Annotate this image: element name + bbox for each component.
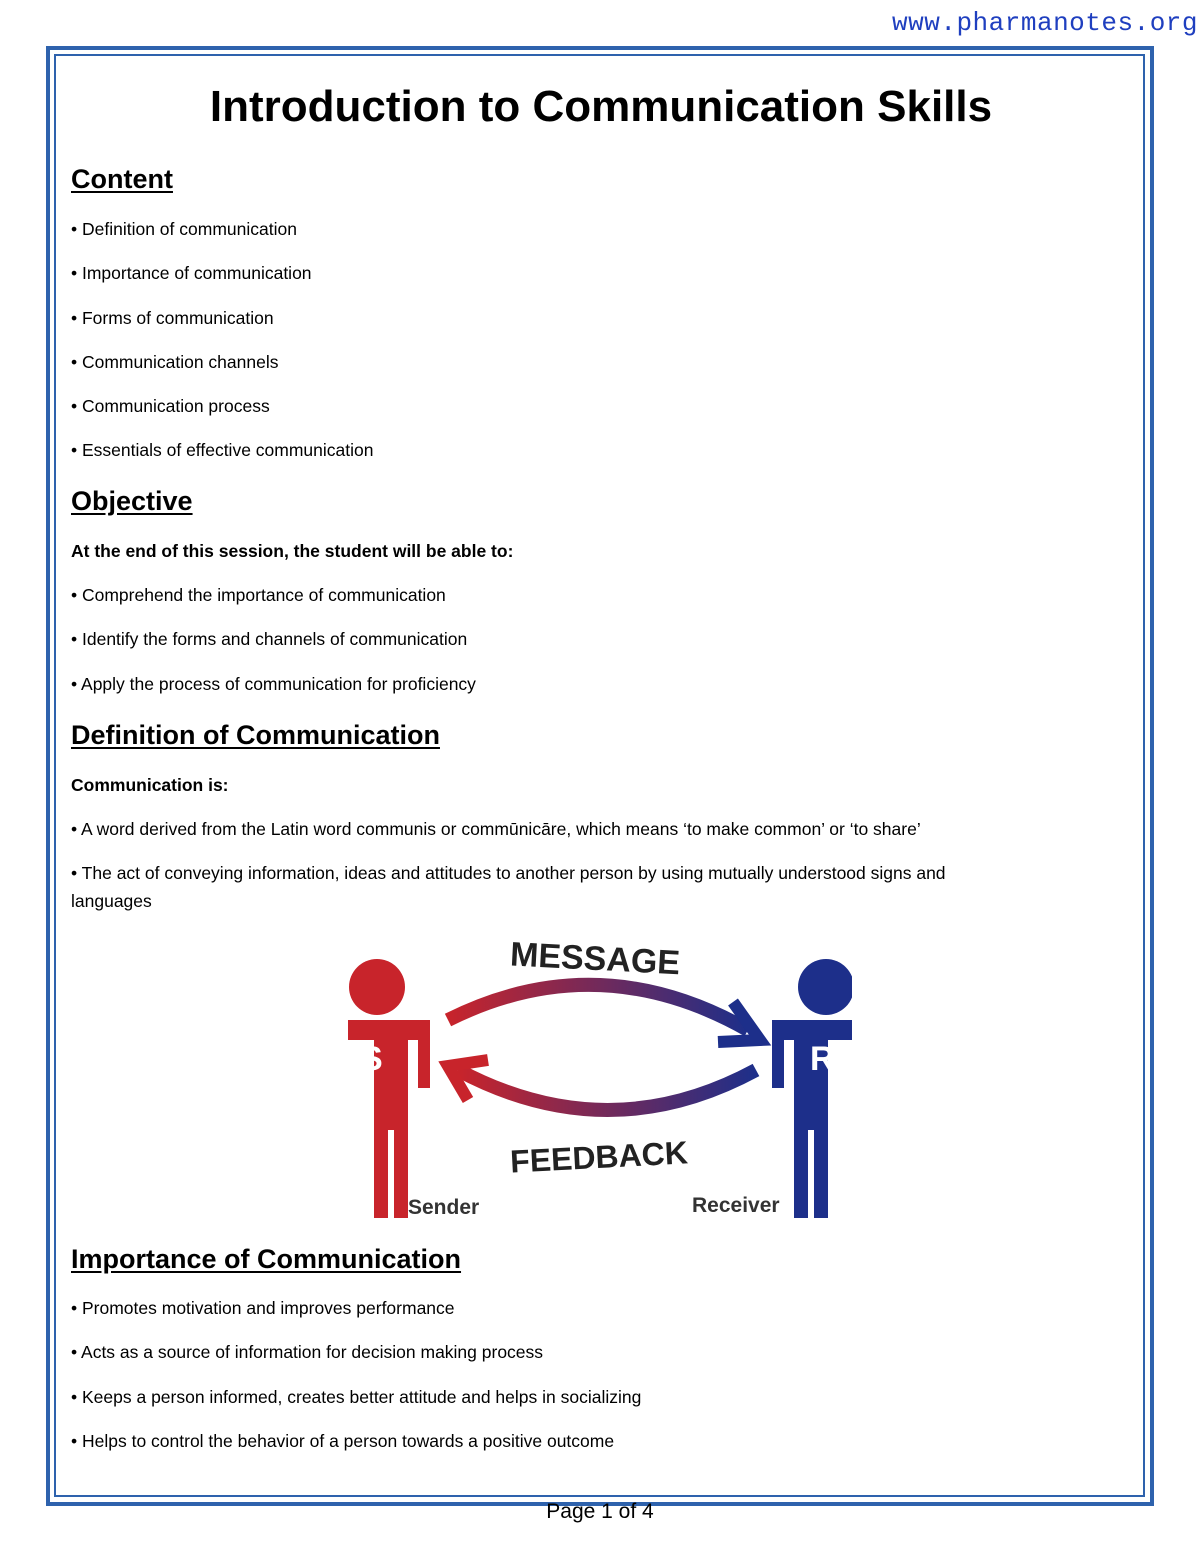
importance-item: • Helps to control the behavior of a person towards a positive outcome — [71, 1431, 615, 1451]
sender-head — [349, 959, 405, 1015]
importance-item: • Keeps a person informed, creates better attitude and helps in socializing — [71, 1387, 642, 1407]
sender-letter: S — [360, 1040, 383, 1078]
feedback-arrow — [458, 1070, 756, 1110]
importance-heading: Importance of Communication — [71, 1244, 462, 1274]
content-item: • Communication channels — [71, 352, 279, 372]
objective-item: • Comprehend the importance of communication — [71, 585, 446, 605]
sender-figure — [348, 959, 430, 1218]
sender-label: Sender — [408, 1196, 480, 1219]
feedback-label: FEEDBACK — [509, 1134, 689, 1180]
page-title: Introduction to Communication Skills — [209, 82, 993, 131]
definition-item: • The act of conveying information, ideas and attitudes to another person by using mutually understood signs and — [71, 863, 946, 883]
content-item: • Communication process — [71, 396, 270, 416]
objective-item: • Apply the process of communication for proficiency — [71, 674, 476, 694]
content-item: • Importance of communication — [71, 263, 312, 283]
communication-diagram — [348, 930, 852, 1220]
content-item: • Essentials of effective communication — [71, 440, 374, 460]
importance-item: • Acts as a source of information for decision making process — [71, 1342, 544, 1362]
objective-intro: At the end of this session, the student will be able to: — [71, 541, 514, 561]
receiver-head — [798, 959, 852, 1015]
definition-item-continuation: languages — [71, 891, 152, 911]
objective-item: • Identify the forms and channels of communication — [71, 629, 468, 649]
definition-item: • A word derived from the Latin word communis or commūnicāre, which means ‘to make common’ or ‘to share’ — [71, 819, 921, 839]
page-number: Page 1 of 4 — [546, 1500, 654, 1523]
content-item: • Forms of communication — [71, 308, 274, 328]
content-item: • Definition of communication — [71, 219, 297, 239]
watermark-url[interactable]: www.pharmanotes.org — [892, 8, 1198, 38]
receiver-label: Receiver — [692, 1194, 780, 1217]
importance-item: • Promotes motivation and improves performance — [71, 1298, 455, 1318]
content-heading: Content — [71, 164, 173, 194]
definition-intro: Communication is: — [71, 775, 229, 795]
definition-heading: Definition of Communication — [71, 720, 440, 750]
receiver-letter: R — [810, 1040, 835, 1078]
objective-heading: Objective — [71, 486, 193, 516]
receiver-figure — [772, 959, 852, 1218]
message-label: MESSAGE — [509, 935, 681, 983]
message-arrow — [448, 985, 748, 1030]
